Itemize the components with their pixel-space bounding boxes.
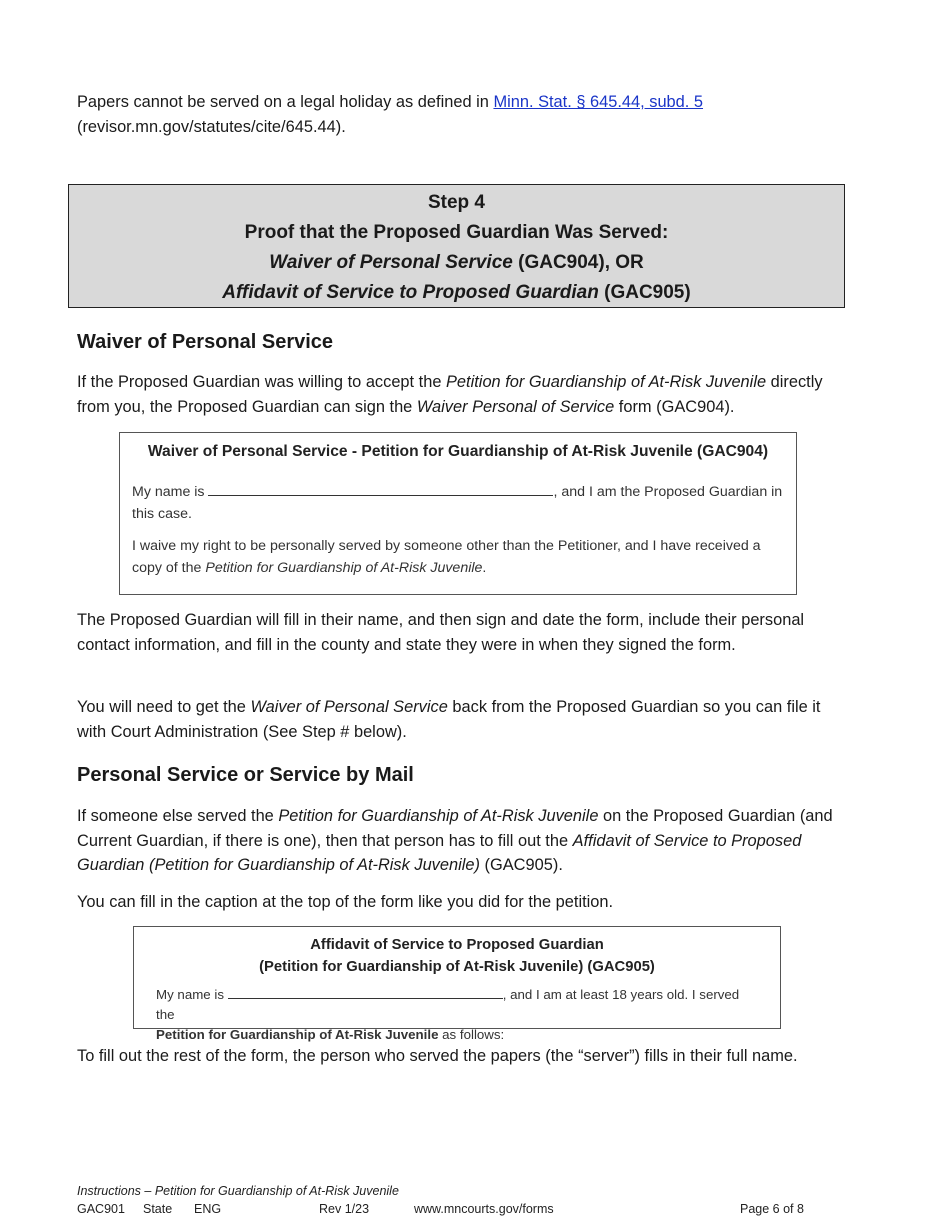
waiver-paragraph-1 [77, 370, 847, 419]
footer-meta [77, 1202, 807, 1218]
intro-paragraph [77, 90, 847, 139]
text: My name is [156, 987, 228, 1002]
footer-url: www.mncourts.gov/forms [414, 1202, 554, 1216]
petition-title: Petition for Guardianship of At-Risk Juvenile [278, 807, 599, 825]
affidavit-form-title-1: Affidavit of Service to Proposed Guardian [310, 937, 604, 953]
text: If the Proposed Guardian was willing to accept the [77, 373, 446, 391]
waiver-form-excerpt [119, 432, 797, 595]
text: back from the Proposed Guardian so you can file it with Court Administration (See Step # below). [77, 698, 821, 741]
text: . [482, 560, 487, 576]
text: (GAC905). [479, 856, 563, 874]
waiver-form-statement [132, 535, 784, 579]
form-2-code: (GAC905) [598, 282, 691, 303]
waiver-section-heading: Waiver of Personal Service [77, 331, 334, 353]
text: My name is [132, 484, 209, 500]
intro-url-text: (revisor.mn.gov/statutes/cite/645.44). [77, 117, 346, 136]
text: , and I am the Proposed Guardian in this case. [132, 484, 783, 522]
statute-link[interactable]: Minn. Stat. § 645.44, subd. 5 [493, 93, 704, 111]
footer-scope: State [143, 1202, 173, 1216]
intro-text: Papers cannot be served on a legal holiday as defined in [77, 93, 494, 111]
waiver-paragraph-3 [77, 695, 847, 744]
affidavit-form-name-line [156, 985, 758, 1045]
form-1-name: Waiver of Personal Service [269, 252, 513, 273]
footer-page-number: Page 6 of 8 [740, 1202, 804, 1216]
text: , and I am at least 18 years old. I served the [156, 987, 740, 1022]
waiver-form-name-line [132, 481, 784, 525]
step-form-2 [69, 278, 844, 308]
text: If someone else served the [77, 807, 279, 825]
text: I waive my right to be personally served by someone other than the Petitioner, and I have received a copy of the [132, 538, 761, 576]
petition-title: Petition for Guardianship of At-Risk Juvenile [446, 373, 767, 391]
service-paragraph-1 [77, 804, 847, 878]
name-blank [208, 483, 553, 496]
text: You will need to get the [77, 698, 251, 716]
service-paragraph-2: You can fill in the caption at the top of the form like you did for the petition. [77, 893, 614, 911]
waiver-paragraph-2: The Proposed Guardian will fill in their name, and then sign and date the form, include their personal contact information, and fill in the county and state they were in when they signed the form. [77, 611, 805, 654]
footer-title: Instructions – Petition for Guardianship of At-Risk Juvenile [77, 1184, 399, 1198]
affidavit-form-excerpt [133, 926, 781, 1042]
form-2-name: Affidavit of Service to Proposed Guardian [222, 282, 599, 303]
text: form (GAC904). [614, 397, 735, 416]
step-heading: Proof that the Proposed Guardian Was Served: [244, 222, 669, 243]
step-form-1 [69, 248, 844, 278]
affidavit-title: Affidavit of Service to Proposed Guardian (Petition for Guardianship of At-Risk Juvenile) [77, 831, 802, 874]
step-number: Step 4 [427, 192, 486, 213]
name-blank [228, 986, 503, 999]
text: as follows: [438, 1027, 505, 1042]
text: on the Proposed Guardian (and Current Guardian, if there is one), then that person has to fill out the [77, 807, 833, 850]
waiver-form-title: Waiver of Personal Service [250, 698, 448, 716]
service-paragraph-3: To fill out the rest of the form, the person who served the papers (the “server”) fills in their full name. [77, 1047, 798, 1065]
footer-code: GAC901 [77, 1202, 125, 1216]
waiver-form-title: Waiver of Personal Service - Petition for Guardianship of At-Risk Juvenile (GAC904) [147, 443, 769, 460]
affidavit-form-title-2: (Petition for Guardianship of At-Risk Juvenile) (GAC905) [259, 959, 655, 975]
petition-title: Petition for Guardianship of At-Risk Juvenile [156, 1027, 439, 1042]
footer-lang: ENG [194, 1202, 222, 1216]
form-1-code: (GAC904), OR [512, 252, 644, 273]
waiver-form-title: Waiver Personal of Service [416, 397, 615, 416]
step-4-banner [68, 184, 845, 308]
petition-title: Petition for Guardianship of At-Risk Juvenile [205, 560, 483, 576]
service-section-heading: Personal Service or Service by Mail [77, 764, 414, 786]
text: directly from you, the Proposed Guardian can sign the [77, 373, 823, 416]
footer-revision: Rev 1/23 [319, 1202, 370, 1216]
